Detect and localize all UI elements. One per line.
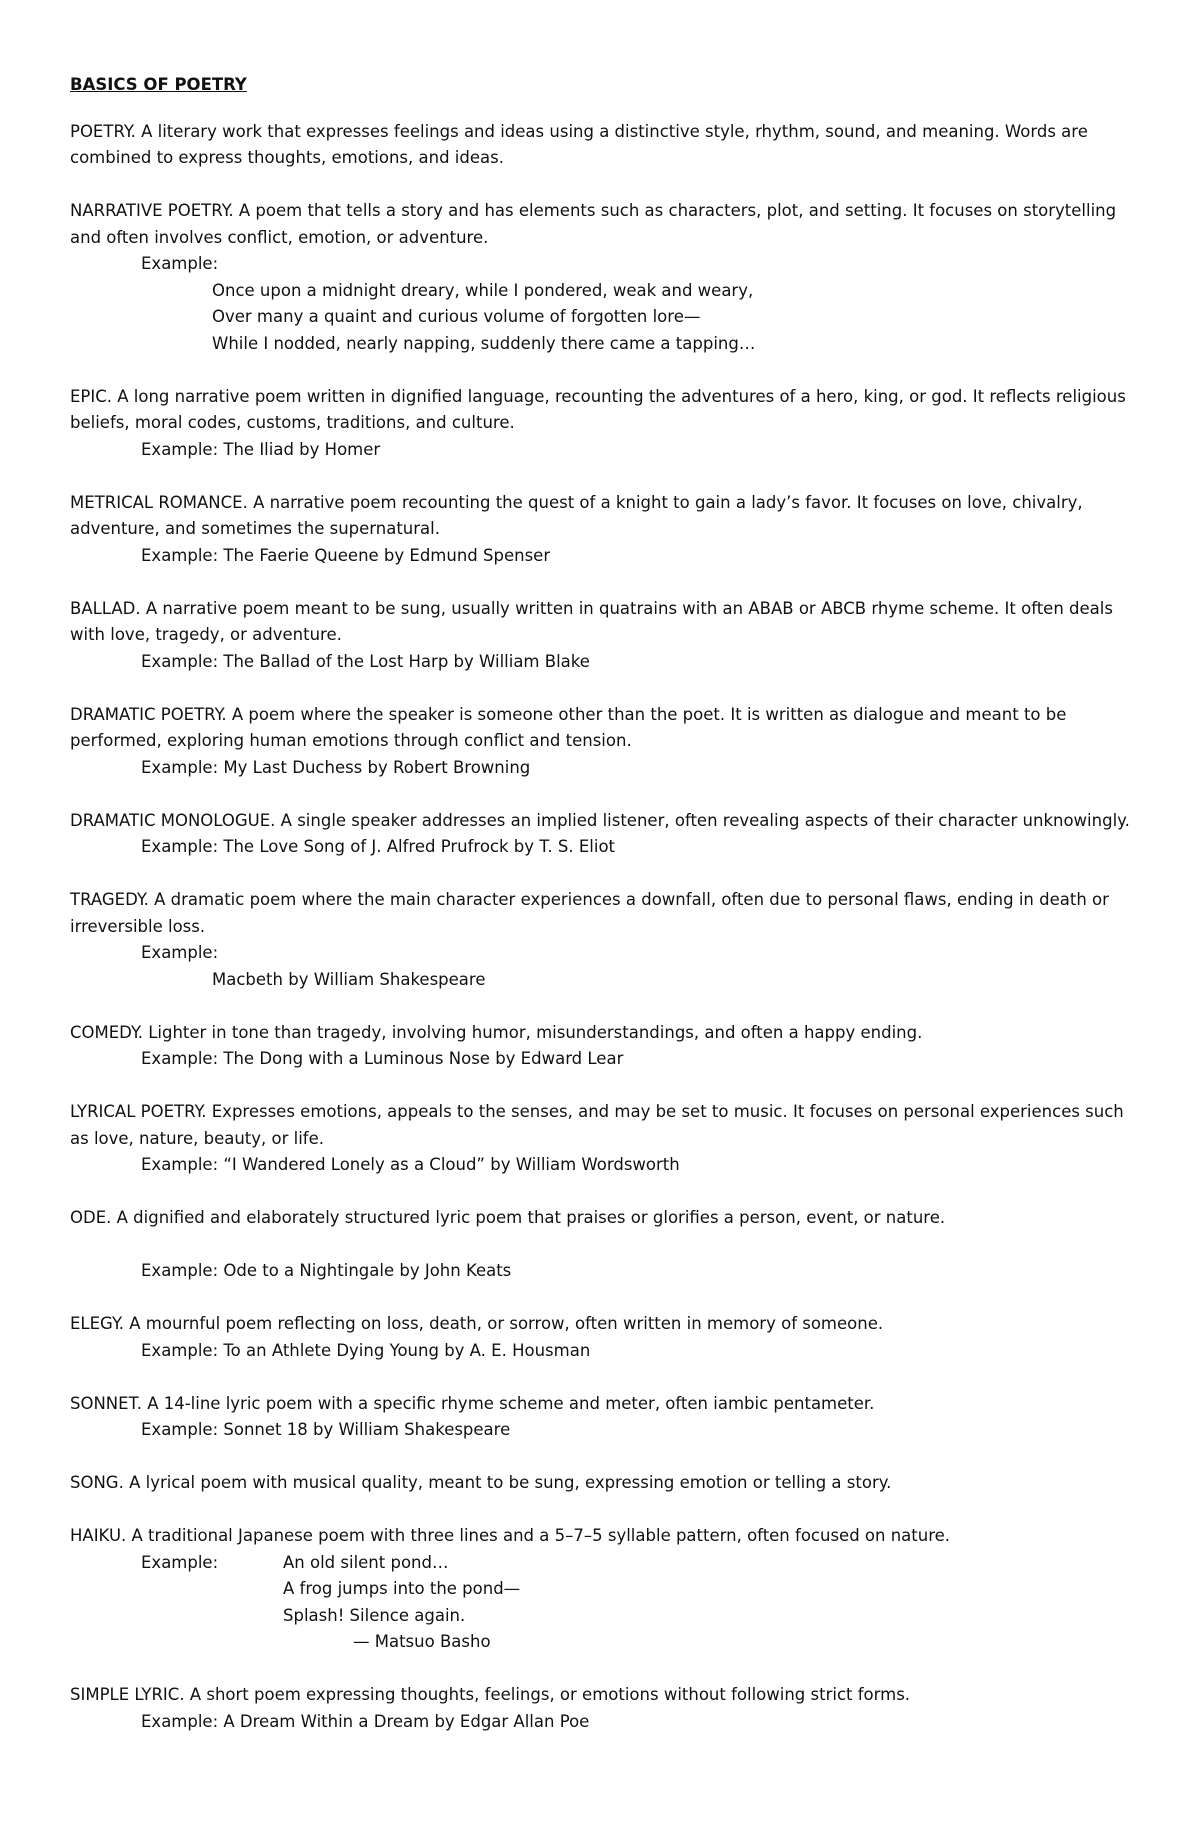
section-simple-lyric	[70, 1682, 1130, 1735]
example-label: Example:	[141, 1552, 219, 1572]
example: Example: To an Athlete Dying Young by A. E. Housman	[141, 1340, 591, 1360]
section-tragedy	[70, 887, 1130, 993]
definition	[70, 384, 1130, 437]
term: LYRICAL POETRY.	[70, 1102, 207, 1121]
example: Example: Ode to a Nightingale by John Keats	[141, 1261, 512, 1280]
definition-text: Lighter in tone than tragedy, involving humor, misunderstandings, and often a happy ending.	[148, 1022, 923, 1042]
section-elegy	[70, 1311, 1130, 1364]
definition	[70, 1020, 1130, 1047]
page-title: BASICS OF POETRY	[70, 75, 247, 94]
definition-text: A 14-line lyric poem with a specific rhyme scheme and meter, often iambic pentameter.	[147, 1393, 875, 1413]
example: Example: The Iliad by Homer	[141, 439, 381, 459]
term: NARRATIVE POETRY.	[70, 201, 234, 220]
example: Example: Sonnet 18 by William Shakespeare	[141, 1420, 511, 1439]
definition	[70, 1391, 1130, 1418]
definition-text: A mournful poem reflecting on loss, death, or sorrow, often written in memory of someone.	[129, 1314, 884, 1333]
definition	[70, 198, 1130, 251]
section-epic	[70, 384, 1130, 464]
example-label: Example:	[141, 254, 219, 273]
term: METRICAL ROMANCE.	[70, 492, 248, 512]
definition-text: A literary work that expresses feelings and ideas using a distinctive style, rhythm, sound, and meaning. Words are combined to express thoughts, emotions, and ideas.	[70, 121, 1088, 167]
definition-text: Expresses emotions, appeals to the senses, and may be set to music. It focuses on personal experiences such as love, nature, beauty, or life.	[70, 1102, 1124, 1148]
section-haiku	[70, 1523, 1130, 1656]
definition	[70, 1099, 1130, 1152]
example-line: Over many a quaint and curious volume of forgotten lore—	[212, 307, 701, 326]
example: Example: The Love Song of J. Alfred Prufrock by T. S. Eliot	[141, 837, 616, 856]
definition-text: A short poem expressing thoughts, feelings, or emotions without following strict forms.	[189, 1685, 911, 1704]
definition	[70, 808, 1130, 835]
section-comedy	[70, 1020, 1130, 1073]
section-metrical-romance	[70, 490, 1130, 570]
definition	[70, 1205, 1130, 1232]
definition	[70, 1470, 1130, 1497]
term: SONNET.	[70, 1393, 142, 1413]
example-work: Macbeth by William Shakespeare	[212, 969, 486, 989]
definition	[70, 119, 1130, 172]
definition-text: A narrative poem meant to be sung, usually written in quatrains with an ABAB or ABCB rhyme scheme. It often deals with love, tragedy, or adventure.	[70, 598, 1113, 644]
example: Example: My Last Duchess by Robert Browning	[141, 757, 531, 777]
term: ELEGY.	[70, 1314, 124, 1333]
definition	[70, 702, 1130, 755]
haiku-line: A frog jumps into the pond—	[283, 1579, 521, 1598]
blank-line	[70, 1232, 1130, 1259]
definition-text: A single speaker addresses an implied listener, often revealing aspects of their character unknowingly.	[280, 810, 1130, 830]
example: Example: The Ballad of the Lost Harp by William Blake	[141, 651, 590, 671]
definition-text: A poem where the speaker is someone other than the poet. It is written as dialogue and meant to be performed, exploring human emotions through conflict and tension.	[70, 704, 1067, 750]
term: ODE.	[70, 1208, 112, 1227]
definition	[70, 887, 1130, 940]
term: SONG.	[70, 1473, 124, 1492]
section-poetry	[70, 119, 1130, 172]
section-sonnet	[70, 1391, 1130, 1444]
example: Example: The Dong with a Luminous Nose by Edward Lear	[141, 1049, 624, 1068]
term: SIMPLE LYRIC.	[70, 1685, 185, 1704]
section-ballad	[70, 596, 1130, 676]
example: Example: The Faerie Queene by Edmund Spenser	[141, 545, 551, 565]
example-label: Example:	[141, 943, 219, 962]
definition-text: A lyrical poem with musical quality, meant to be sung, expressing emotion or telling a story.	[129, 1473, 892, 1492]
definition-text: A dramatic poem where the main character experiences a downfall, often due to personal flaws, ending in death or irreversible loss.	[70, 890, 1109, 936]
definition	[70, 1311, 1130, 1338]
example: Example: “I Wandered Lonely as a Cloud” by William Wordsworth	[141, 1155, 680, 1174]
definition-text: A narrative poem recounting the quest of a knight to gain a lady’s favor. It focuses on love, chivalry, adventure, and sometimes the supernatural.	[70, 492, 1083, 538]
haiku-example	[70, 1550, 1130, 1656]
term: BALLAD.	[70, 598, 141, 618]
section-dramatic-poetry	[70, 702, 1130, 782]
haiku-lines	[283, 1550, 520, 1656]
term: EPIC.	[70, 386, 113, 406]
section-dramatic-monologue	[70, 808, 1130, 861]
example: Example: A Dream Within a Dream by Edgar Allan Poe	[141, 1711, 590, 1731]
term: DRAMATIC POETRY.	[70, 704, 227, 724]
haiku-line: An old silent pond…	[283, 1552, 449, 1572]
definition-text: A dignified and elaborately structured lyric poem that praises or glorifies a person, event, or nature.	[116, 1208, 946, 1227]
term: DRAMATIC MONOLOGUE.	[70, 810, 276, 830]
section-ode	[70, 1205, 1130, 1285]
definition	[70, 490, 1130, 543]
definition-text: A long narrative poem written in dignified language, recounting the adventures of a hero, king, or god. It reflects religious beliefs, moral codes, customs, traditions, and culture.	[70, 386, 1126, 432]
example-line: Once upon a midnight dreary, while I pondered, weak and weary,	[212, 280, 754, 300]
term: TRAGEDY.	[70, 890, 149, 909]
definition	[70, 1523, 1130, 1550]
term: POETRY.	[70, 121, 136, 141]
definition-text: A poem that tells a story and has elements such as characters, plot, and setting. It focuses on storytelling and often involves conflict, emotion, or adventure.	[70, 201, 1117, 247]
term: HAIKU.	[70, 1526, 127, 1545]
section-song	[70, 1470, 1130, 1497]
term: COMEDY.	[70, 1022, 143, 1042]
haiku-author: — Matsuo Basho	[353, 1632, 491, 1651]
section-lyrical-poetry	[70, 1099, 1130, 1179]
definition	[70, 596, 1130, 649]
example-line: While I nodded, nearly napping, suddenly there came a tapping…	[212, 333, 756, 353]
definition	[70, 1682, 1130, 1709]
definition-text: A traditional Japanese poem with three lines and a 5–7–5 syllable pattern, often focused on nature.	[131, 1526, 951, 1545]
section-narrative-poetry	[70, 198, 1130, 357]
haiku-line: Splash! Silence again.	[283, 1605, 466, 1625]
